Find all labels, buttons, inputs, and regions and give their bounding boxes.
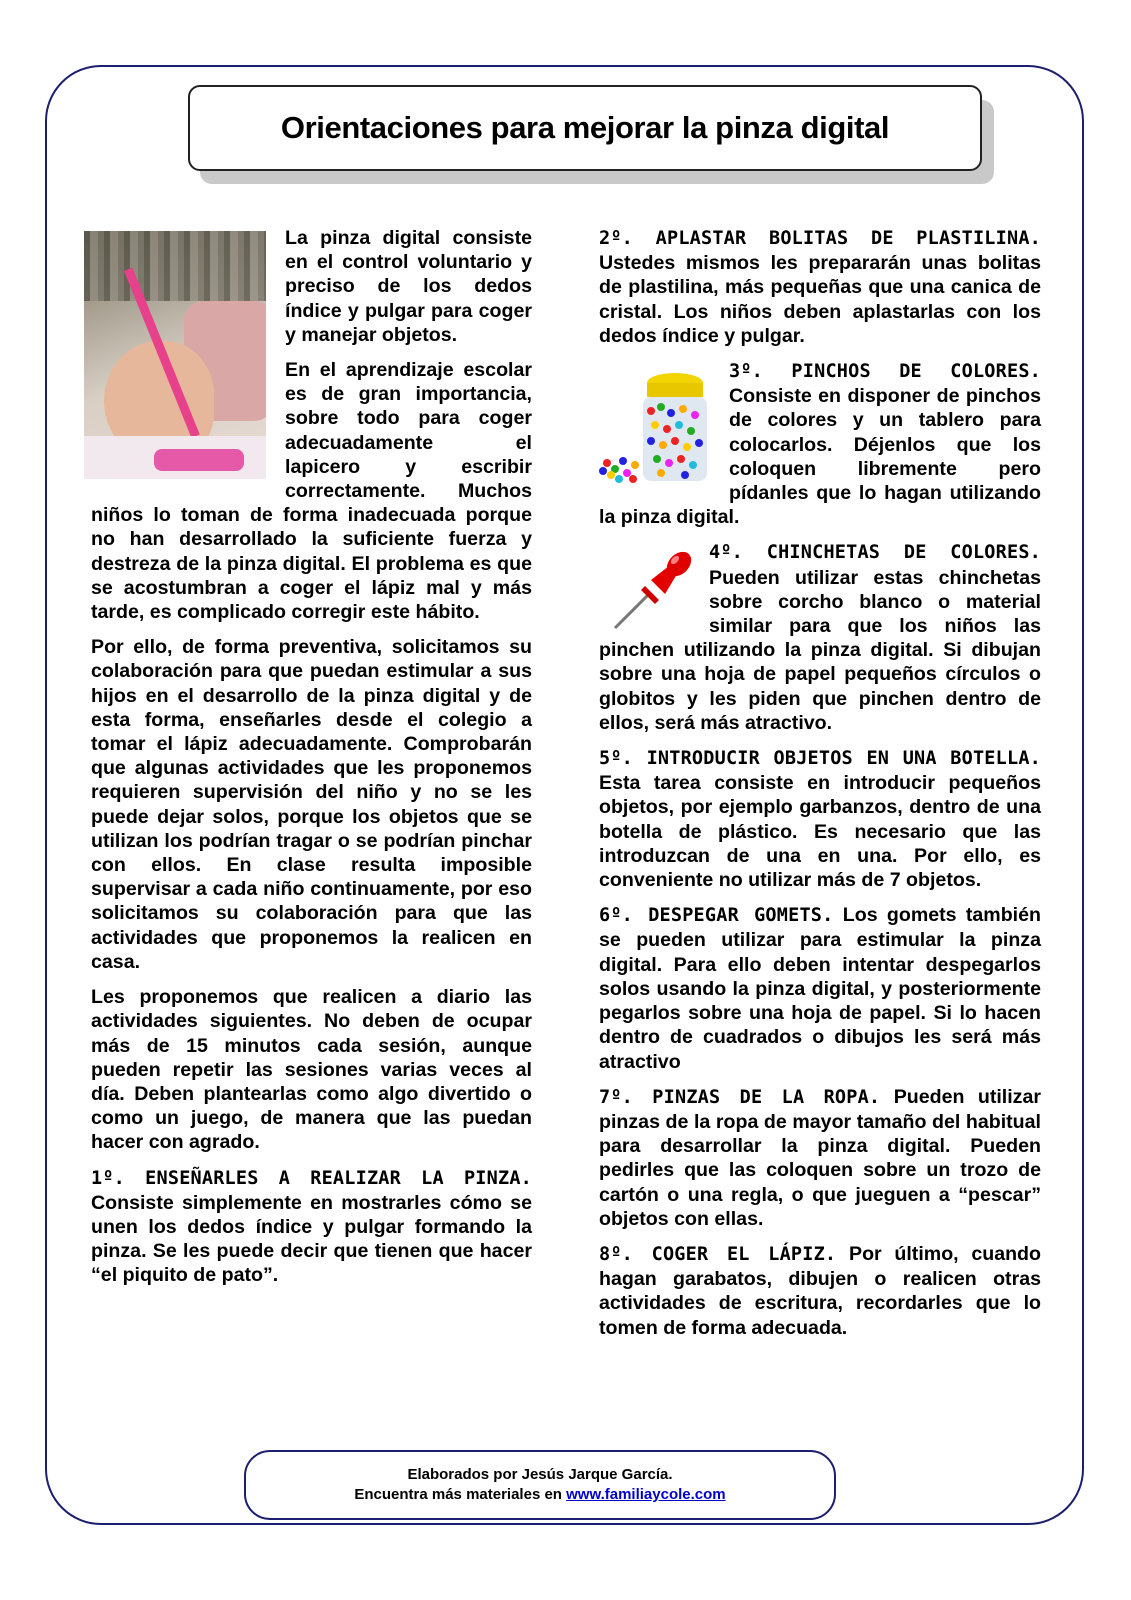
intro-paragraph-1: La pinza digital consiste en el control voluntario y preciso de los dedos índice y pulgar para coger y manejar objetos. [285,227,532,346]
item-4-title: 4º. CHINCHETAS DE COLORES. [709,542,1041,564]
left-column [91,226,532,1299]
item-6-title: 6º. DESPEGAR GOMETS. [599,905,834,927]
intro-paragraph-2: En el aprendizaje escolar es de gran importancia, sobre todo para coger adecuadamente el lapicero y escribir correctamente. Muchos niños lo toman de forma inadecuada porque no han desarrollado la suficiente fuerza y destreza de la pinza digital. El problema es que se acostumbran a coger el lápiz mal y más tarde, es complicado corregir este hábito. [91,359,532,624]
footer-link[interactable]: www.familiaycole.com [566,1486,726,1503]
footer-more [354,1485,725,1505]
item-5 [599,746,1041,892]
colored-pegs-jar-image [599,371,719,491]
item-2-text: Ustedes mismos les prepararán unas bolitas de plastilina, más pequeñas que una canica de cristal. Los niños deben aplastarlas con los dedos índice y pulgar. [599,252,1041,347]
child-writing-photo [84,231,266,489]
item-2 [599,226,1041,348]
item-3-title: 3º. PINCHOS DE COLORES. [729,361,1041,383]
item-4-text: Pueden utilizar estas chinchetas sobre corcho blanco o material similar para que los niños las pinchen utilizando la pinza digital. Si dibujan sobre una hoja de papel pequeños círculos o globitos y les piden que pinchen dentro de ellos, será más atractivo. [599,566,1041,734]
item-3 [599,359,1041,529]
item-5-text: Esta tarea consiste en introducir pequeños objetos, por ejemplo garbanzos, dentro de una botella de plástico. Es necesario que las introduzcan de una en una. Por ello, es conveniente no utilizar más de 7 objetos. [599,772,1041,892]
item-1-text: Consiste simplemente en mostrarles cómo se unen los dedos índice y pulgar formando la pinza. Se les puede decir que tienen que hacer “el piquito de pato”. [91,1191,532,1287]
title-box [188,85,982,171]
push-pin-icon [607,544,699,636]
item-8-text: Por último, cuando hagan garabatos, dibujen o realicen otras actividades de escritura, recordarles que lo tomen de forma adecuada. [599,1242,1041,1339]
item-4 [599,540,1041,735]
item-5-title: 5º. INTRODUCIR OBJETOS EN UNA BOTELLA. [599,748,1041,770]
paragraph-4: Les proponemos que realicen a diario las actividades siguientes. No deben de ocupar más de 15 minutos cada sesión, aunque pueden repetir las sesiones varias veces al día. Deben plantearlas como algo divertido o como un juego, de manera que las puedan hacer con agrado. [91,986,532,1154]
item-7-title: 7º. PINZAS DE LA ROPA. [599,1086,881,1108]
footer-more-text: Encuentra más materiales en [354,1486,567,1503]
paragraph-3: Por ello, de forma preventiva, solicitamos su colaboración para que puedan estimular a sus hijos en el desarrollo de la pinza digital y de esta forma, enseñarles desde el colegio a tomar el lápiz adecuadamente. Comprobarán que algunas actividades que les proponemos requieren supervisión del niño y no se les puede dejar solos, porque los objetos que se utilizan los podrían tragar o se podrían pinchar con ellos. En clase resulta imposible supervisar a cada niño continuamente, por eso solicitamos su colaboración para que las actividades que proponemos la realicen en casa. [91,636,532,973]
item-7-text: Pueden utilizar pinzas de la ropa de mayor tamaño del habitual para desarrollar la pinza digital. Pueden pedirles que las coloquen sobre un trozo de cartón o una regla, o que jueguen a “pescar” objetos con ellas. [599,1085,1042,1230]
page-title: Orientaciones para mejorar la pinza digital [280,110,890,145]
item-7 [599,1085,1041,1231]
item-6-text: Los gomets también se pueden utilizar para estimular la pinza digital. Para ello deben intentar despegarlos solos usando la pinza digital, y posteriormente pegarlos sobre una hoja de papel. Si lo hacen dentro de cuadrados o dibujos les será más atractivo [599,904,1041,1073]
item-3-text: Consiste en disponer de pinchos de colores y un tablero para colocarlos. Déjenlos que los coloquen libremente pero pídanles que lo hagan utilizando la pinza digital. [599,385,1041,529]
item-1 [91,1166,532,1288]
item-8-title: 8º. COGER EL LÁPIZ. [599,1243,837,1265]
item-1-title: 1º. ENSEÑARLES A REALIZAR LA PINZA. [91,1167,532,1189]
footer-box [244,1450,836,1520]
right-column [599,226,1041,1351]
footer-author: Elaborados por Jesús Jarque García. [407,1466,673,1483]
item-6 [599,903,1041,1073]
item-2-title: 2º. APLASTAR BOLITAS DE PLASTILINA. [599,228,1041,249]
item-8 [599,1242,1041,1340]
